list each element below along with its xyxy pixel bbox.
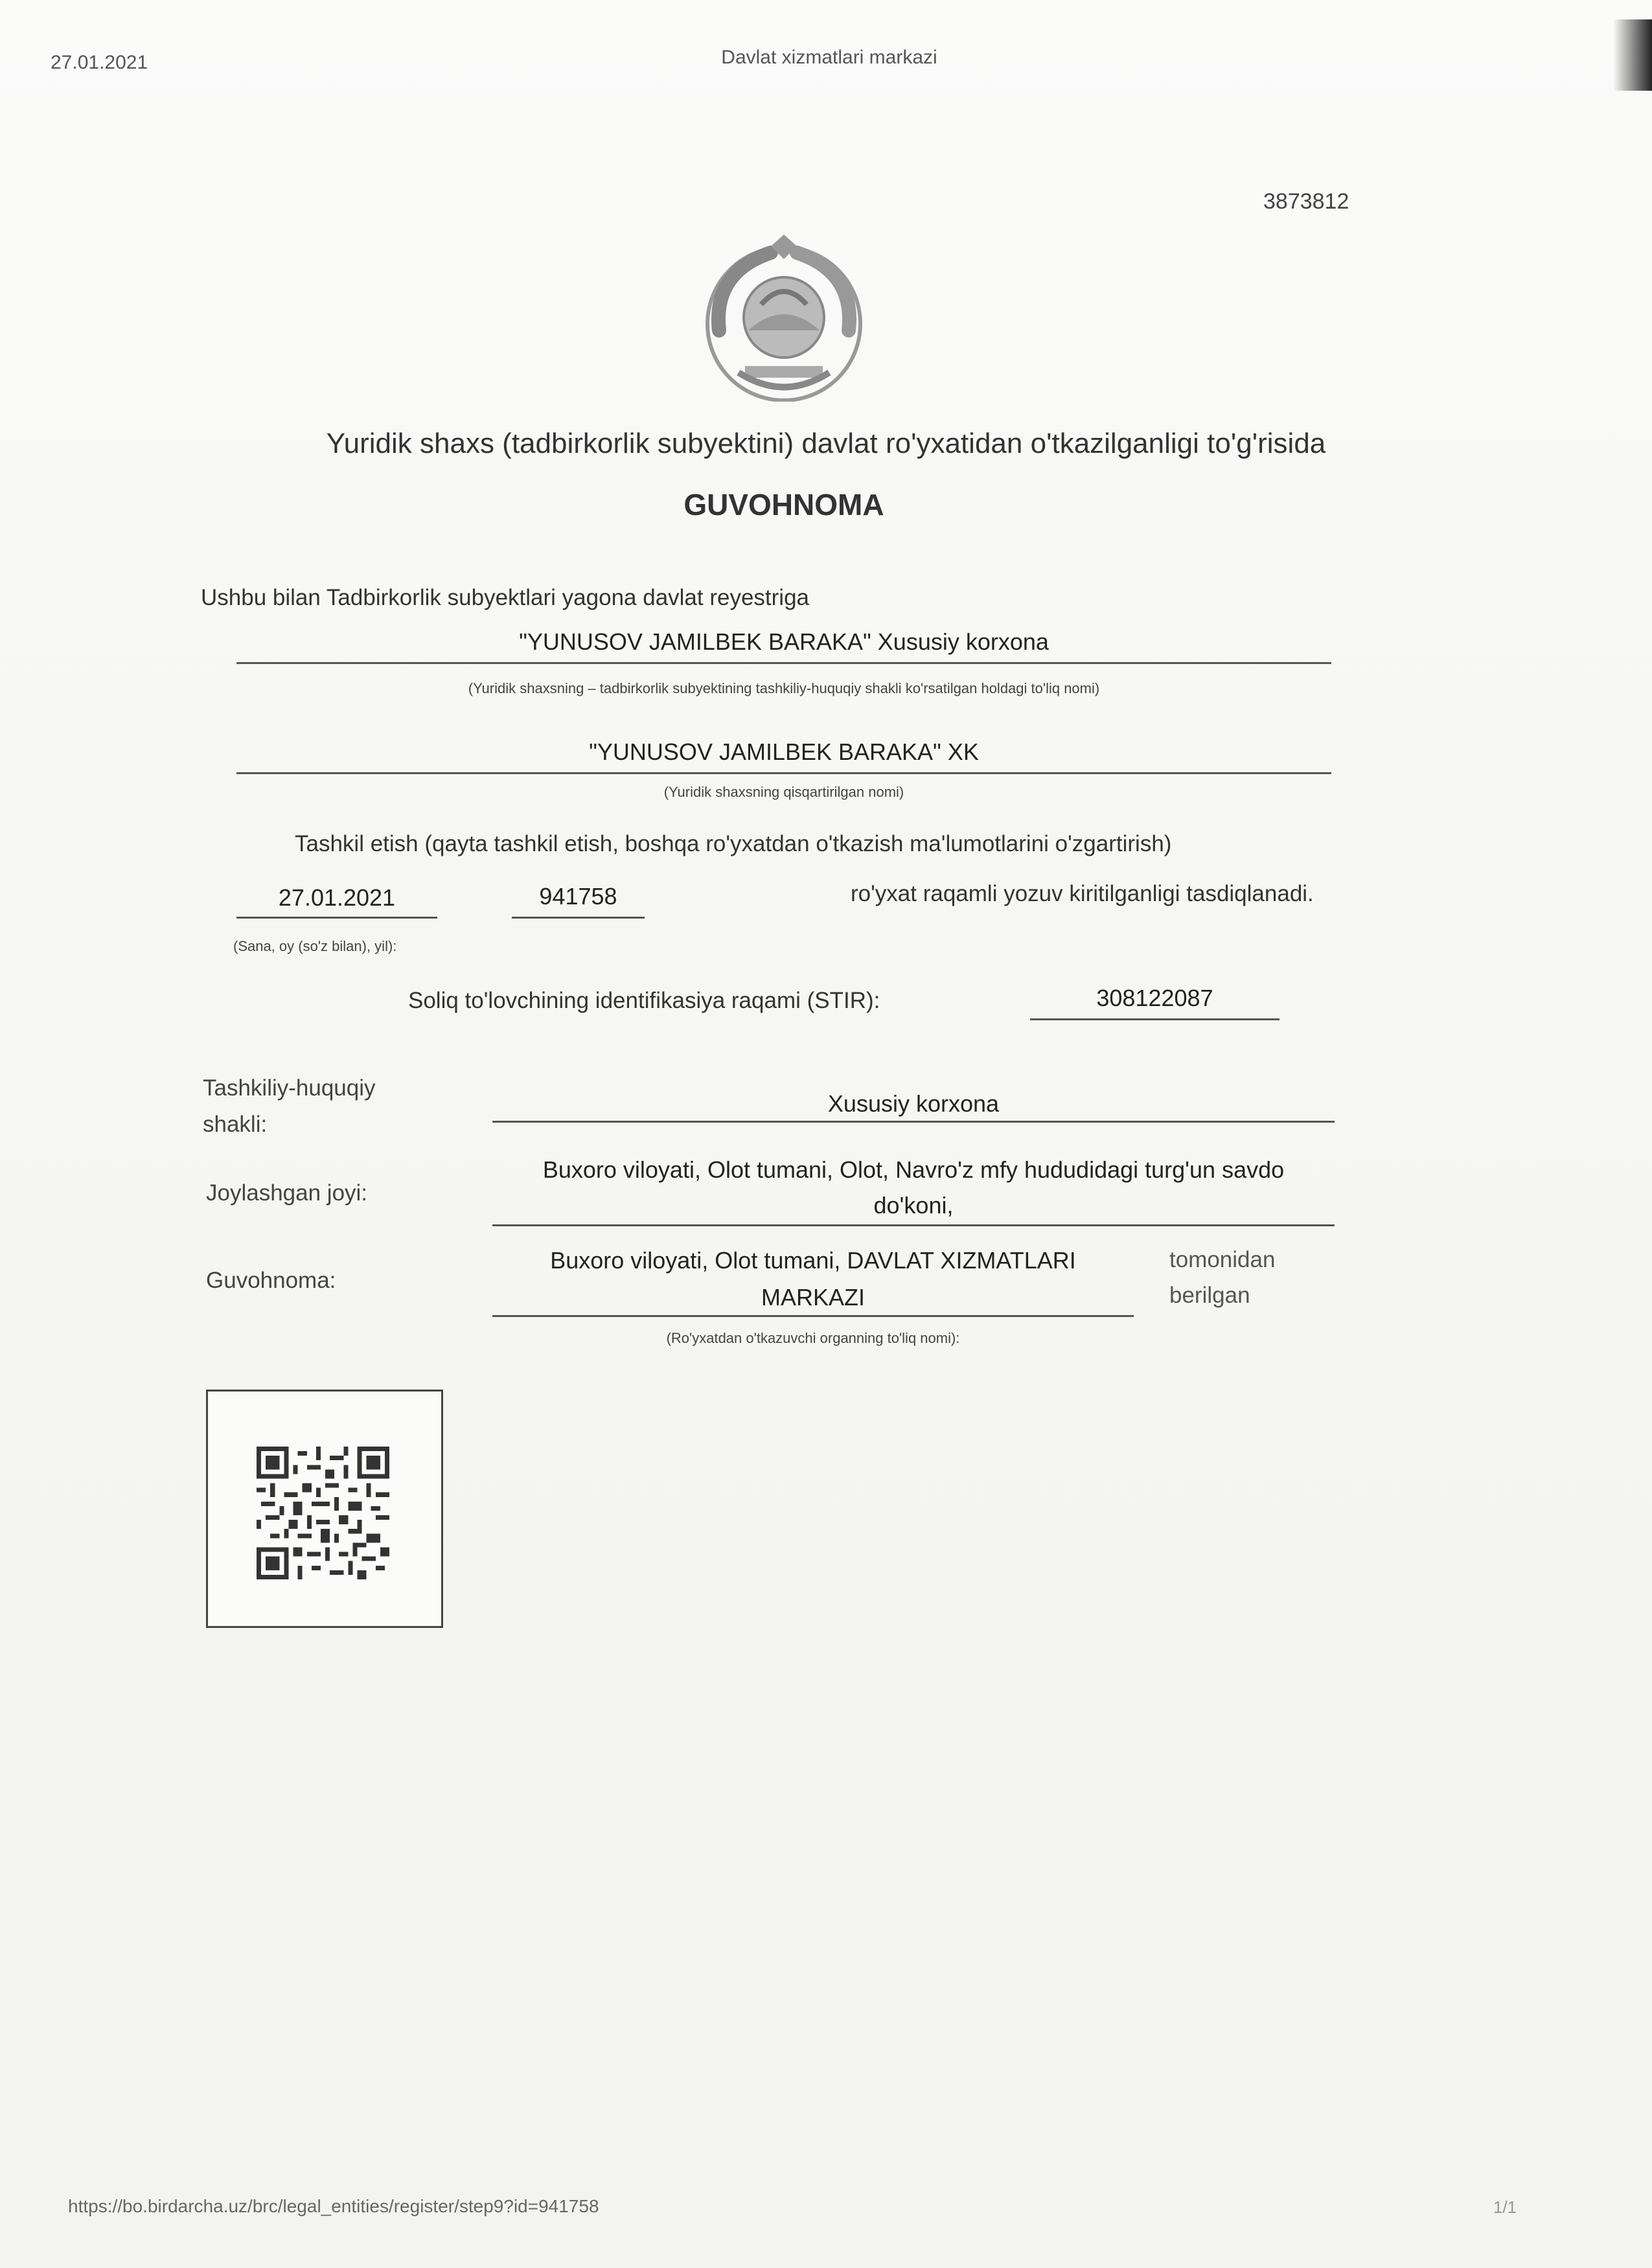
footer-url[interactable]: https://bo.birdarcha.uz/brc/legal_entities/register/step9?id=941758 xyxy=(68,2196,599,2216)
header-center-name: Davlat xizmatlari markazi xyxy=(721,47,937,68)
intro-text: Ushbu bilan Tadbirkorlik subyektlari yagona davlat reyestriga xyxy=(201,585,810,610)
registration-date-underline xyxy=(236,917,437,919)
scan-edge-shadow xyxy=(1613,19,1652,91)
certificate-issuer-underline xyxy=(492,1315,1134,1317)
legal-form-label-line1: Tashkiliy-huquqiy xyxy=(203,1075,376,1101)
full-name-value: "YUNUSOV JAMILBEK BARAKA" Xususiy korxona xyxy=(519,628,1049,655)
legal-form-label-line2: shakli: xyxy=(203,1112,268,1137)
full-name-caption: (Yuridik shaxsning – tadbirkorlik subyektining tashkiliy-huquqiy shakli ko'rsatilgan holdagi to'liq nomi) xyxy=(468,680,1100,696)
legal-form-value: Xususiy korxona xyxy=(827,1090,1000,1117)
qr-code-icon[interactable] xyxy=(257,1447,389,1579)
document-heading: GUVOHNOMA xyxy=(683,488,884,521)
legal-form-underline xyxy=(492,1121,1335,1123)
date-caption: (Sana, oy (so'z bilan), yil): xyxy=(233,938,397,954)
stir-label: Soliq to'lovchining identifikasiya raqami (STIR): xyxy=(408,988,880,1013)
location-underline xyxy=(492,1224,1335,1226)
short-name-value: "YUNUSOV JAMILBEK BARAKA" XK xyxy=(589,739,979,765)
full-name-underline xyxy=(236,662,1331,664)
establish-text: Tashkil etish (qayta tashkil etish, boshqa ro'yxatdan o'tkazish ma'lumotlarini o'zgartirish) xyxy=(295,831,1172,856)
document-title: Yuridik shaxs (tadbirkorlik subyektini) davlat ro'yxatidan o'tkazilganligi to'g'risida xyxy=(326,428,1326,459)
registration-number-value: 941758 xyxy=(539,883,617,910)
location-label: Joylashgan joyi: xyxy=(206,1180,368,1206)
certificate-suffix-line1: tomonidan xyxy=(1169,1247,1276,1272)
registration-date-value: 27.01.2021 xyxy=(278,884,396,911)
certificate-suffix-line2: berilgan xyxy=(1169,1283,1250,1308)
stir-value: 308122087 xyxy=(1096,985,1213,1011)
footer-page-number: 1/1 xyxy=(1493,2197,1517,2217)
serial-number: 3873812 xyxy=(1263,189,1349,214)
certificate-issuer-line2: MARKAZI xyxy=(761,1284,865,1311)
short-name-underline xyxy=(236,772,1331,774)
confirm-text: ro'yxat raqamli yozuv kiritilganligi tasdiqlanadi. xyxy=(851,881,1314,906)
certificate-caption: (Ro'yxatdan o'tkazuvchi organning to'liq nomi): xyxy=(666,1330,960,1346)
certificate-label: Guvohnoma: xyxy=(206,1268,336,1293)
location-value-line1: Buxoro viloyati, Olot tumani, Olot, Navro'z mfy hududidagi turg'un savdo xyxy=(542,1156,1285,1183)
qr-code-frame xyxy=(206,1390,443,1628)
header-date: 27.01.2021 xyxy=(51,52,148,73)
short-name-caption: (Yuridik shaxsning qisqartirilgan nomi) xyxy=(663,784,904,800)
certificate-issuer-line1: Buxoro viloyati, Olot tumani, DAVLAT XIZMATLARI xyxy=(550,1247,1076,1274)
uzbekistan-coat-of-arms-icon xyxy=(700,233,868,402)
stir-underline xyxy=(1030,1018,1279,1020)
location-value-line2: do'koni, xyxy=(873,1192,954,1219)
registration-number-underline xyxy=(512,917,645,919)
